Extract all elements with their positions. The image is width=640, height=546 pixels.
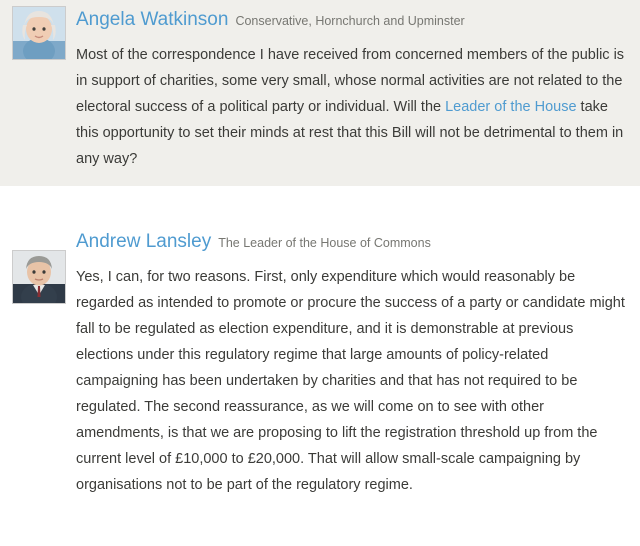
speech-block-andrew-lansley (0, 204, 640, 512)
section-divider (0, 186, 640, 204)
speaker-role: The Leader of the House of Commons (218, 236, 431, 250)
speech-text: Yes, I can, for two reasons. First, only expenditure which would reasonably be regarded as intended to promote or procure the success of a party or candidate might fall to be regulated as election expenditure, and it is demonstrable at previous elections under this regulatory regime that large amounts of policy-related campaigning has been undertaken by charities and that has not required to be regulated. The second reassurance, as we will come on to see with other amendments, is that we are proposing to lift the registration threshold up from the current level of £10,000 to £20,000. That will allow small-scale campaigning by organisations not to be part of the regulatory regime. (76, 269, 625, 493)
speaker-role: Conservative, Hornchurch and Upminster (235, 14, 465, 28)
speaker-header (76, 230, 626, 256)
speech-text-part-2: take this opportunity to set their minds at rest that this Bill will not be detrimental to them in any way? (76, 99, 624, 167)
speaker-name-link[interactable]: Andrew Lansley (76, 231, 212, 252)
speaker-header (76, 8, 626, 34)
avatar (12, 250, 66, 304)
speech-block-angela-watkinson (0, 0, 640, 186)
speaker-name-link[interactable]: Angela Watkinson (76, 9, 229, 30)
avatar-photo-andrew-lansley-icon (13, 251, 65, 303)
speech-text-part-1: Most of the correspondence I have received from concerned members of the public is in support of charities, some very small, whose normal activities are not related to the electoral success of a political party or individual. Will the (76, 47, 625, 115)
leader-of-the-house-link[interactable]: Leader of the House (445, 99, 577, 115)
avatar-photo-angela-watkinson-icon (13, 7, 65, 59)
avatar (12, 6, 66, 60)
speech-text (76, 42, 626, 172)
